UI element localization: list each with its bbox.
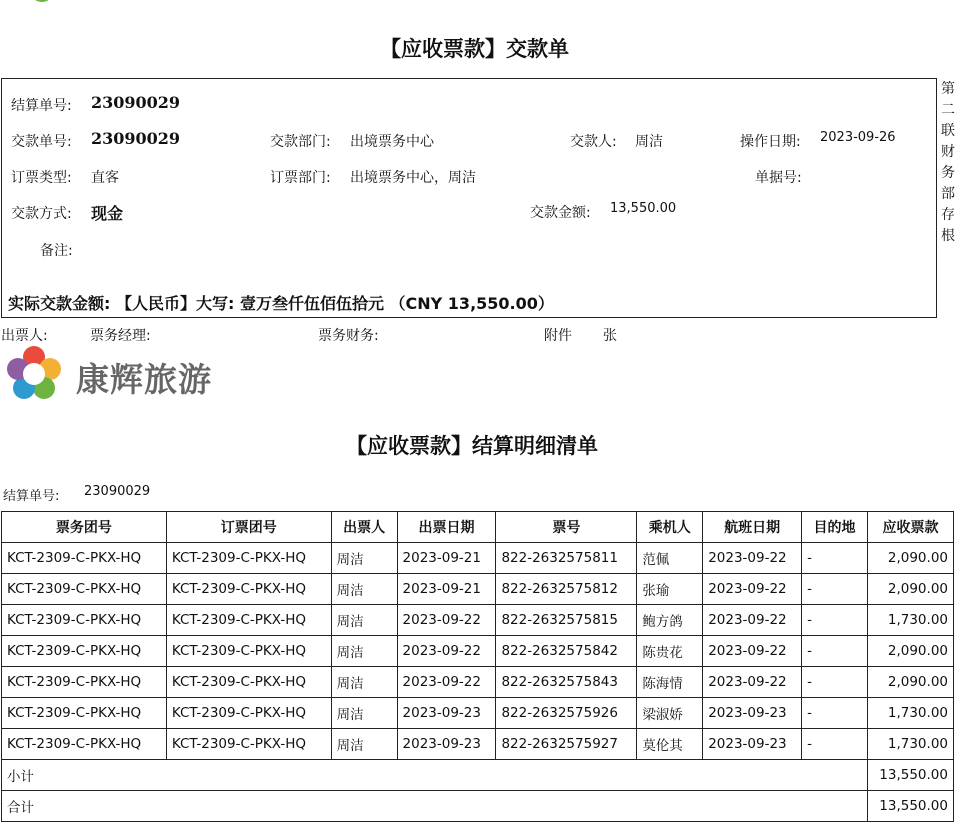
col-header: 目的地	[802, 512, 868, 543]
table-cell: KCT-2309-C-PKX-HQ	[166, 574, 331, 605]
table-cell: KCT-2309-C-PKX-HQ	[166, 698, 331, 729]
table-cell: 822-2632575842	[496, 636, 637, 667]
table-cell: 2023-09-23	[703, 698, 802, 729]
pay-no-label: 交款单号:	[11, 134, 72, 150]
total-row	[2, 791, 954, 822]
table-cell: KCT-2309-C-PKX-HQ	[2, 729, 167, 760]
table-cell: 1,730.00	[867, 698, 953, 729]
table-cell: KCT-2309-C-PKX-HQ	[166, 667, 331, 698]
total-label: 合计	[2, 791, 868, 822]
attachment-unit: 张	[603, 328, 617, 344]
table-row	[2, 574, 954, 605]
col-header: 出票人	[331, 512, 397, 543]
pay-no-value: 23090029	[91, 129, 181, 148]
booking-type-label: 订票类型:	[11, 170, 72, 186]
table-cell: 2023-09-22	[397, 636, 496, 667]
table-cell: KCT-2309-C-PKX-HQ	[2, 605, 167, 636]
booking-dept-label: 订票部门:	[270, 170, 331, 186]
detail-settle-no-value: 23090029	[84, 484, 151, 499]
payer-label: 交款人:	[570, 134, 617, 150]
table-cell: 周洁	[331, 543, 397, 574]
table-cell: 822-2632575812	[496, 574, 637, 605]
table-cell: 822-2632575927	[496, 729, 637, 760]
table-cell: 2023-09-22	[703, 543, 802, 574]
col-header: 出票日期	[397, 512, 496, 543]
pay-method-value: 现金	[91, 204, 124, 223]
table-cell: 822-2632575843	[496, 667, 637, 698]
pay-amount-label: 交款金额:	[530, 205, 591, 221]
table-cell: 范佩	[637, 543, 703, 574]
company-logo	[3, 343, 233, 405]
table-cell: 2,090.00	[867, 636, 953, 667]
table-row	[2, 667, 954, 698]
issuer-label: 出票人:	[1, 328, 48, 344]
logo-text: 康辉旅游	[76, 360, 212, 399]
table-cell: 陈贵花	[637, 636, 703, 667]
table-cell: 2023-09-22	[703, 636, 802, 667]
table-cell: 莫伦其	[637, 729, 703, 760]
table-cell: 2023-09-23	[703, 729, 802, 760]
table-row	[2, 698, 954, 729]
table-cell: 822-2632575926	[496, 698, 637, 729]
table-cell: 2023-09-22	[703, 574, 802, 605]
payer-value: 周洁	[635, 134, 663, 150]
table-cell: 梁淑娇	[637, 698, 703, 729]
table-cell: KCT-2309-C-PKX-HQ	[2, 574, 167, 605]
table-cell: 2,090.00	[867, 574, 953, 605]
col-header: 应收票款	[867, 512, 953, 543]
table-cell: -	[802, 636, 868, 667]
table-cell: -	[802, 729, 868, 760]
pay-dept-label: 交款部门:	[270, 134, 331, 150]
booking-type-value: 直客	[91, 170, 119, 186]
attachment-label: 附件	[544, 328, 572, 344]
table-cell: KCT-2309-C-PKX-HQ	[2, 698, 167, 729]
table-cell: 2023-09-23	[397, 698, 496, 729]
flower-logo-icon	[3, 343, 67, 405]
table-cell: 2023-09-22	[703, 667, 802, 698]
op-date-label: 操作日期:	[740, 134, 801, 150]
op-date-value: 2023-09-26	[820, 130, 896, 145]
table-cell: 周洁	[331, 636, 397, 667]
finance-label: 票务财务:	[318, 328, 379, 344]
subtotal-row	[2, 760, 954, 791]
subtotal-value: 13,550.00	[867, 760, 953, 791]
col-header: 航班日期	[703, 512, 802, 543]
settle-no-label: 结算单号:	[11, 98, 72, 114]
table-cell: 2023-09-22	[703, 605, 802, 636]
table-cell: -	[802, 698, 868, 729]
table-row	[2, 605, 954, 636]
table-cell: 1,730.00	[867, 729, 953, 760]
table-cell: 鲍方鸽	[637, 605, 703, 636]
table-cell: KCT-2309-C-PKX-HQ	[166, 636, 331, 667]
table-cell: KCT-2309-C-PKX-HQ	[2, 667, 167, 698]
table-cell: 822-2632575811	[496, 543, 637, 574]
table-row	[2, 729, 954, 760]
table-row	[2, 543, 954, 574]
table-cell: -	[802, 667, 868, 698]
total-value: 13,550.00	[867, 791, 953, 822]
manager-label: 票务经理:	[90, 328, 151, 344]
table-cell: 2023-09-22	[397, 605, 496, 636]
table-cell: 2,090.00	[867, 543, 953, 574]
table-cell: 2023-09-22	[397, 667, 496, 698]
settle-no-value: 23090029	[91, 93, 181, 112]
table-cell: -	[802, 543, 868, 574]
table-cell: KCT-2309-C-PKX-HQ	[2, 636, 167, 667]
subtotal-label: 小计	[2, 760, 868, 791]
col-header: 票务团号	[2, 512, 167, 543]
receipt-box	[1, 78, 937, 318]
table-cell: KCT-2309-C-PKX-HQ	[166, 605, 331, 636]
detail-settle-no-label: 结算单号:	[3, 489, 60, 504]
table-header-row	[2, 512, 954, 543]
pay-amount-value: 13,550.00	[610, 201, 677, 216]
table-cell: 周洁	[331, 574, 397, 605]
doc-no-label: 单据号:	[755, 170, 802, 186]
table-cell: 周洁	[331, 667, 397, 698]
table-cell: 2023-09-21	[397, 574, 496, 605]
table-cell: 陈海情	[637, 667, 703, 698]
detail-table	[1, 511, 954, 822]
table-cell: KCT-2309-C-PKX-HQ	[2, 543, 167, 574]
receipt-title: 【应收票款】交款单	[380, 37, 569, 61]
table-cell: 周洁	[331, 605, 397, 636]
table-cell: KCT-2309-C-PKX-HQ	[166, 543, 331, 574]
remark-label: 备注:	[40, 243, 73, 259]
table-cell: 周洁	[331, 729, 397, 760]
table-cell: 张瑜	[637, 574, 703, 605]
table-cell: 1,730.00	[867, 605, 953, 636]
copy-side-label: 第二联财务部存根	[941, 81, 955, 244]
table-cell: 周洁	[331, 698, 397, 729]
table-cell: 822-2632575815	[496, 605, 637, 636]
col-header: 订票团号	[166, 512, 331, 543]
table-cell: -	[802, 574, 868, 605]
table-cell: 2,090.00	[867, 667, 953, 698]
detail-title: 【应收票款】结算明细清单	[346, 434, 598, 458]
table-cell: KCT-2309-C-PKX-HQ	[166, 729, 331, 760]
table-cell: 2023-09-21	[397, 543, 496, 574]
pay-method-label: 交款方式:	[11, 206, 72, 222]
table-cell: 2023-09-23	[397, 729, 496, 760]
table-cell: -	[802, 605, 868, 636]
col-header: 乘机人	[637, 512, 703, 543]
table-row	[2, 636, 954, 667]
actual-amount: 实际交款金额: 【人民币】大写: 壹万叁仟伍佰伍拾元 （CNY 13,550.00）	[8, 294, 554, 313]
logo-fragment-icon	[8, 0, 60, 6]
booking-dept-value: 出境票务中心，周洁	[350, 170, 476, 186]
col-header: 票号	[496, 512, 637, 543]
pay-dept-value: 出境票务中心	[350, 134, 434, 150]
